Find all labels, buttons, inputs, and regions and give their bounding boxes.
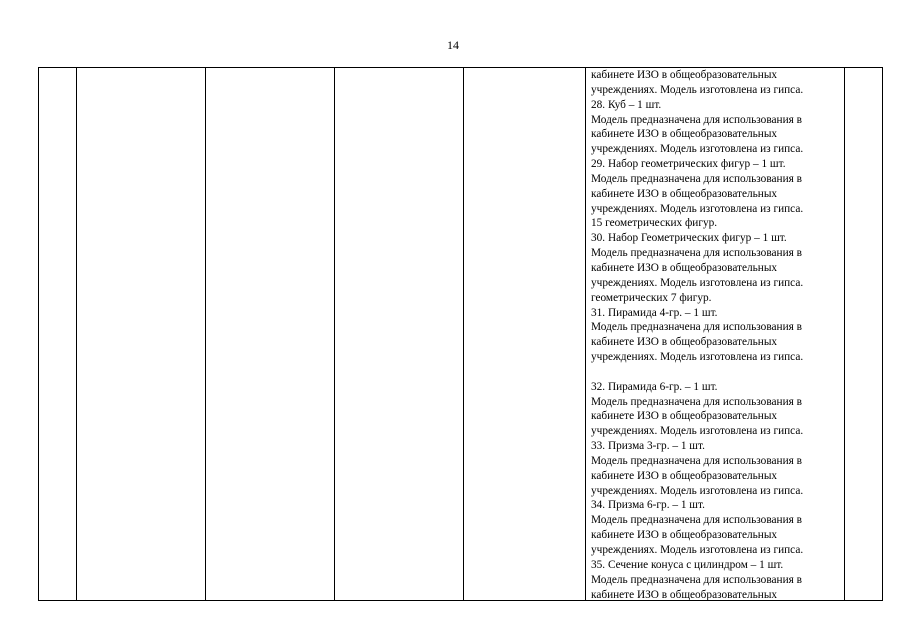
description-line: кабинете ИЗО в общеобразовательных	[591, 187, 778, 200]
description-line: учреждениях. Модель изготовлена из гипса.	[591, 351, 804, 364]
description-line: учреждениях. Модель изготовлена из гипса.	[591, 83, 804, 96]
description-line: 29. Набор геометрических фигур – 1 шт.	[591, 158, 786, 171]
description-line: кабинете ИЗО в общеобразовательных	[591, 128, 778, 141]
description-line: Модель предназначена для использования в	[591, 321, 802, 334]
description-line: Модель предназначена для использования в	[591, 454, 802, 467]
description-line: Модель предназначена для использования в	[591, 247, 802, 260]
description-line: кабинете ИЗО в общеобразовательных	[591, 69, 778, 81]
description-line: геометрических 7 фигур.	[591, 291, 712, 304]
document-table	[38, 67, 883, 601]
table-cell-column-3	[206, 68, 335, 600]
description-line: учреждениях. Модель изготовлена из гипса.	[591, 425, 804, 438]
description-line: Модель предназначена для использования в	[591, 514, 802, 527]
description-line: кабинете ИЗО в общеобразовательных	[591, 261, 778, 274]
description-line: кабинете ИЗО в общеобразовательных	[591, 529, 778, 542]
description-line: учреждениях. Модель изготовлена из гипса.	[591, 202, 804, 215]
description-line: Модель предназначена для использования в	[591, 172, 802, 185]
description-line: 28. Куб – 1 шт.	[591, 98, 662, 111]
description-line: учреждениях. Модель изготовлена из гипса.	[591, 544, 804, 556]
description-line: 35. Сечение конуса с цилиндром – 1 шт.	[591, 558, 784, 571]
description-line: 34. Призма 6-гр. – 1 шт.	[591, 499, 705, 512]
description-line: Модель предназначена для использования в	[591, 395, 802, 408]
description-line: Модель предназначена для использования в	[591, 573, 802, 586]
table-cell-column-2	[77, 68, 206, 600]
table-cell-column-5	[464, 68, 586, 600]
description-line	[591, 365, 844, 380]
description-line: 32. Пирамида 6-гр. – 1 шт.	[591, 380, 718, 393]
description-line: 30. Набор Геометрических фигур – 1 шт.	[591, 232, 787, 245]
table-cell-last	[845, 68, 883, 600]
description-line: учреждениях. Модель изготовлена из гипса.	[591, 143, 804, 156]
page-number: 14	[447, 38, 459, 52]
table-cell-description	[586, 68, 845, 600]
description-line: 15 геометрических фигур.	[591, 217, 718, 230]
description-line: Модель предназначена для использования в	[591, 113, 802, 126]
description-line: кабинете ИЗО в общеобразовательных	[591, 410, 778, 423]
description-line: кабинете ИЗО в общеобразовательных	[591, 336, 778, 349]
description-line: 33. Призма 3-гр. – 1 шт.	[591, 440, 705, 453]
description-line: 31. Пирамида 4-гр. – 1 шт.	[591, 306, 718, 319]
description-text	[591, 68, 844, 600]
description-line: кабинете ИЗО в общеобразовательных	[591, 588, 778, 600]
description-line: учреждениях. Модель изготовлена из гипса.	[591, 484, 804, 497]
description-line: кабинете ИЗО в общеобразовательных	[591, 469, 778, 482]
description-line: учреждениях. Модель изготовлена из гипса.	[591, 276, 804, 289]
table-cell-column-4	[335, 68, 464, 600]
table-cell-number	[39, 68, 77, 600]
